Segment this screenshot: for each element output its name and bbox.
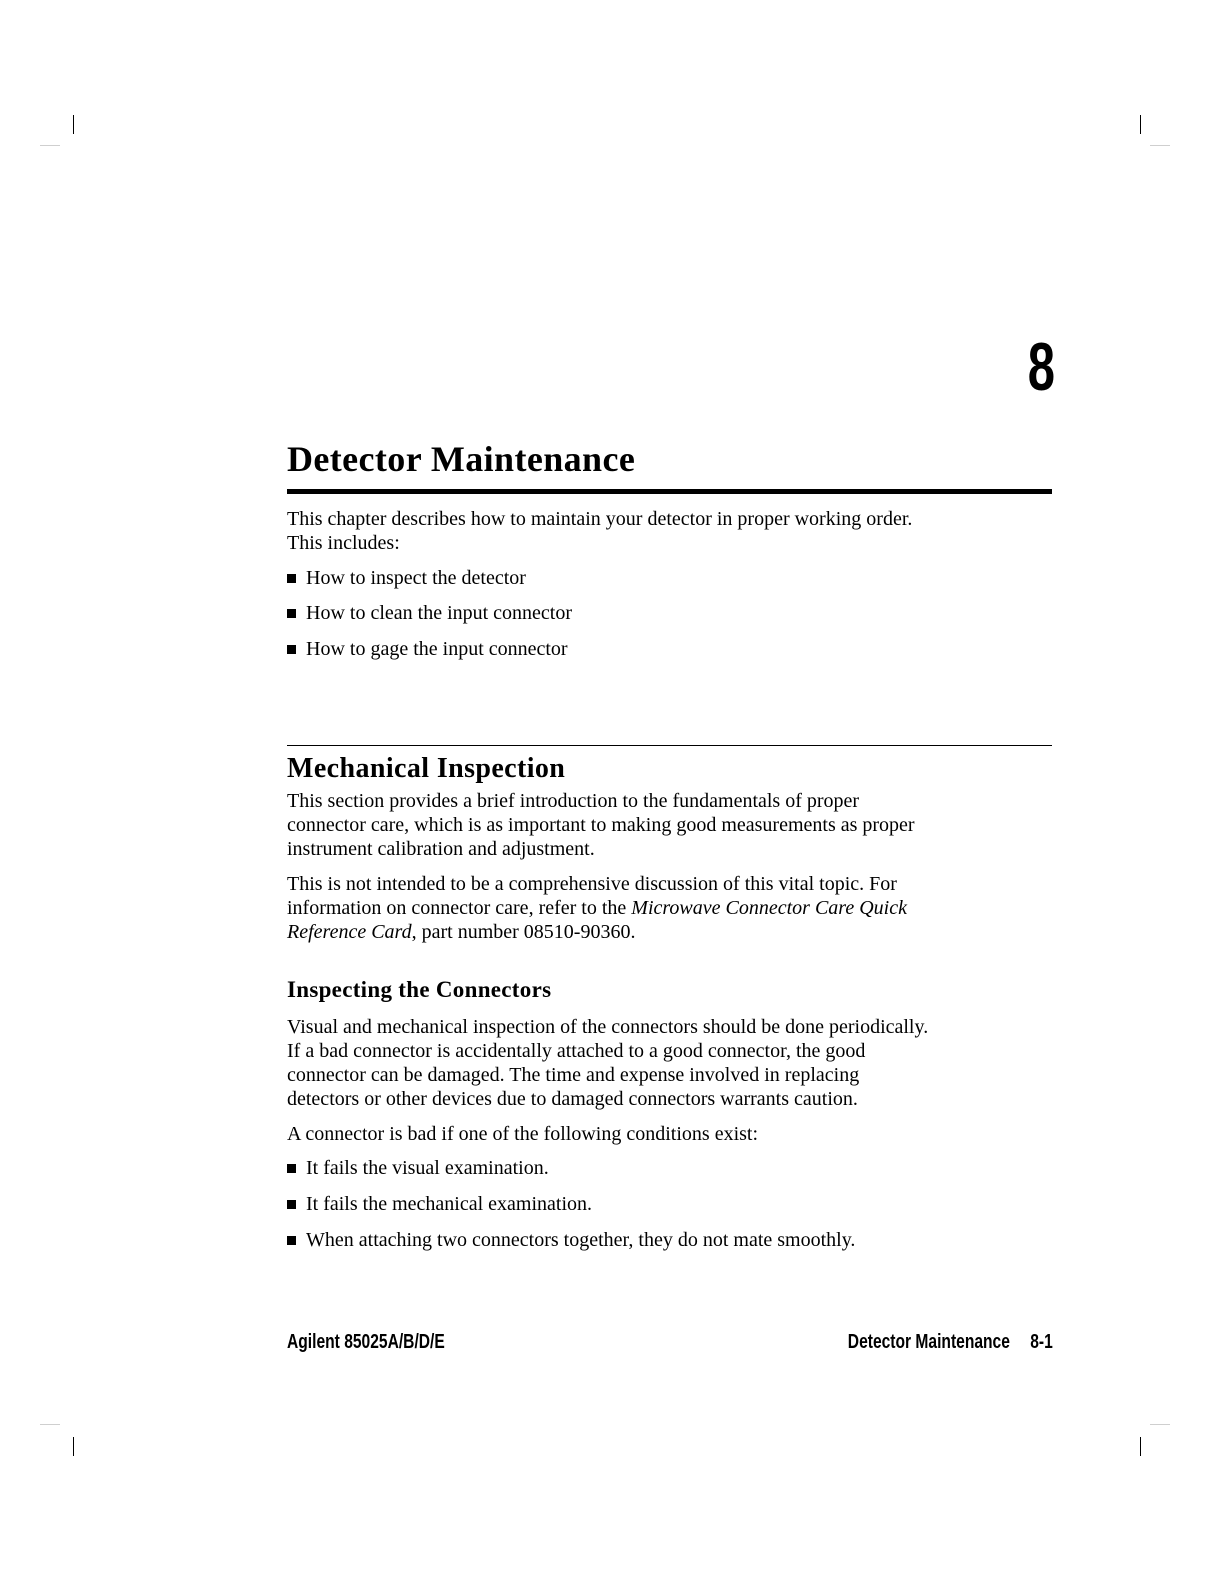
- list-item-text: How to gage the input connector: [306, 638, 568, 660]
- mechanical-paragraph-2: [287, 872, 1062, 944]
- paragraph-line: If a bad connector is accidentally attached to a good connector, the good: [287, 1040, 866, 1062]
- reference-card-title-cont: Reference Card: [287, 921, 412, 943]
- list-item: [287, 1192, 592, 1216]
- intro-paragraph: [287, 507, 1062, 555]
- intro-line-1: This chapter describes how to maintain your detector in proper working order.: [287, 508, 913, 530]
- crop-mark-bottom-left-h: [40, 1424, 60, 1425]
- paragraph-line: connector can be damaged. The time and expense involved in replacing: [287, 1064, 860, 1086]
- section-rule: [287, 745, 1052, 746]
- crop-mark-bottom-right-h: [1150, 1424, 1170, 1425]
- list-item: [287, 637, 568, 661]
- list-item-text: It fails the visual examination.: [306, 1157, 549, 1179]
- paragraph-line: [287, 896, 1062, 920]
- section-heading-mechanical-inspection: Mechanical Inspection: [287, 753, 566, 784]
- paragraph-text: , part number 08510-90360.: [411, 921, 636, 943]
- list-item-text: How to inspect the detector: [306, 567, 526, 589]
- paragraph-line: Visual and mechanical inspection of the connectors should be done periodically.: [287, 1016, 929, 1038]
- intro-line-2: This includes:: [287, 532, 400, 554]
- crop-mark-top-left-h: [40, 145, 60, 146]
- title-rule: [287, 489, 1052, 494]
- inspecting-paragraph-2: A connector is bad if one of the following conditions exist:: [287, 1123, 759, 1145]
- list-item-text: When attaching two connectors together, they do not mate smoothly.: [306, 1229, 856, 1251]
- bullet-icon: [287, 1236, 296, 1245]
- bullet-icon: [287, 645, 296, 654]
- bullet-icon: [287, 609, 296, 618]
- page-number: 8-1: [1030, 1331, 1053, 1353]
- list-item: [287, 566, 526, 590]
- paragraph-line: connector care, which is as important to making good measurements as proper: [287, 814, 915, 836]
- paragraph-line: This is not intended to be a comprehensive discussion of this vital topic. For: [287, 873, 897, 895]
- paragraph-line: detectors or other devices due to damaged connectors warrants caution.: [287, 1088, 858, 1110]
- paragraph-text: information on connector care, refer to the: [287, 897, 632, 919]
- reference-card-title: Microwave Connector Care Quick: [631, 897, 907, 919]
- bullet-icon: [287, 1200, 296, 1209]
- mechanical-paragraph-1: [287, 789, 1062, 861]
- sub-heading-inspecting-connectors: Inspecting the Connectors: [287, 977, 552, 1002]
- crop-mark-top-right-h: [1150, 145, 1170, 146]
- list-item: [287, 601, 572, 625]
- crop-mark-bottom-right: [1140, 1437, 1141, 1456]
- footer-running-title: [848, 1330, 1053, 1354]
- paragraph-line: This section provides a brief introduction to the fundamentals of proper: [287, 790, 860, 812]
- bullet-icon: [287, 1164, 296, 1173]
- list-item-text: How to clean the input connector: [306, 602, 573, 624]
- crop-mark-bottom-left: [73, 1437, 74, 1456]
- inspecting-paragraph-1: [287, 1015, 1062, 1111]
- chapter-title: Detector Maintenance: [287, 439, 636, 479]
- paragraph-line: instrument calibration and adjustment.: [287, 838, 595, 860]
- crop-mark-top-right: [1140, 115, 1141, 134]
- paragraph-line: [287, 920, 1062, 944]
- chapter-number: 8: [1027, 329, 1055, 405]
- footer-product-name: Agilent 85025A/B/D/E: [287, 1331, 445, 1353]
- footer-chapter-title: Detector Maintenance: [848, 1331, 1011, 1353]
- list-item: [287, 1228, 855, 1252]
- bullet-icon: [287, 574, 296, 583]
- list-item-text: It fails the mechanical examination.: [306, 1193, 592, 1215]
- crop-mark-top-left: [73, 115, 74, 134]
- list-item: [287, 1156, 549, 1180]
